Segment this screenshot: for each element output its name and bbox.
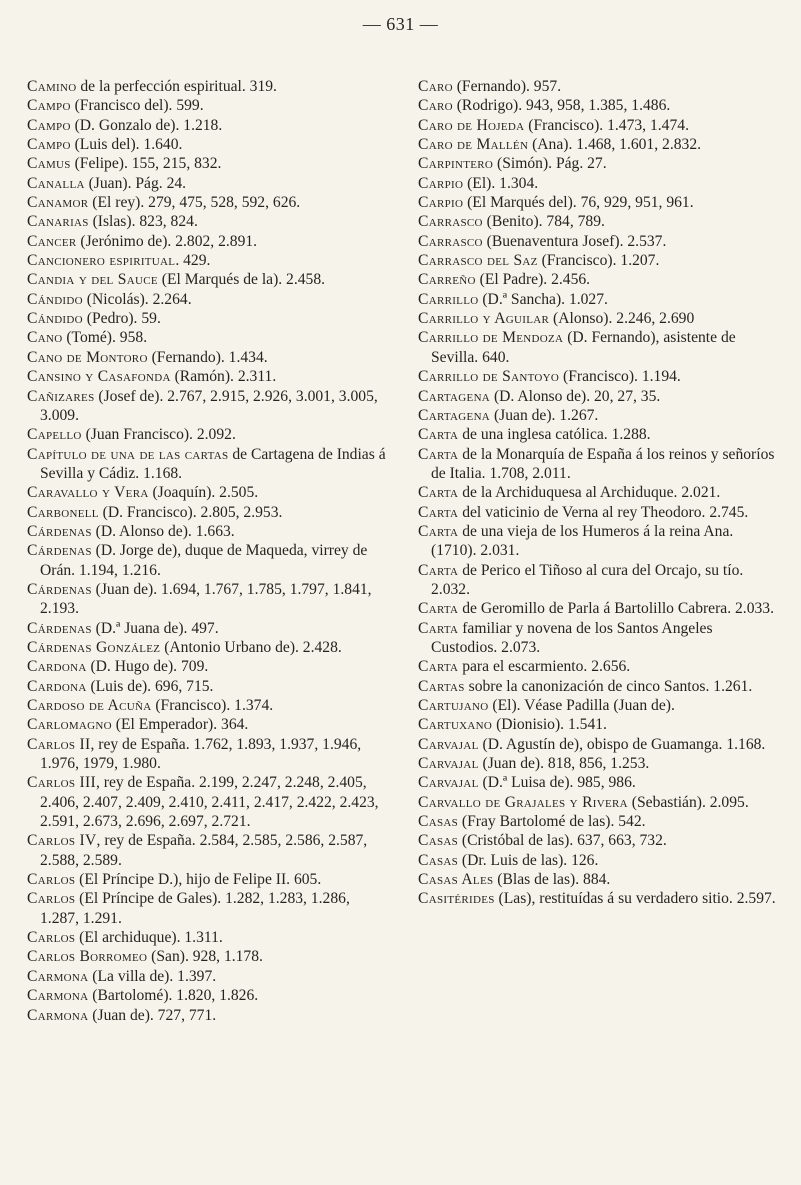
entry-heading: Carta <box>418 561 459 579</box>
entry-text: (Francisco). 1.374. <box>151 697 274 714</box>
index-entry <box>418 328 778 367</box>
entry-heading: Carbonell <box>27 503 99 521</box>
entry-text: (Tomé). 958. <box>62 329 148 347</box>
entry-heading: Carta <box>418 484 459 502</box>
entry-heading: Cárdenas <box>27 619 92 637</box>
index-entry <box>27 619 392 638</box>
entry-text: de Perico el Tiñoso al cura del Orcajo, su tío. 2.032. <box>431 561 744 598</box>
index-entry <box>418 831 778 850</box>
entry-heading: Carpio <box>418 174 464 192</box>
entry-text: (D. Jorge de), duque de Maqueda, virrey de Orán. 1.194, 1.216. <box>40 542 368 579</box>
index-entry <box>27 154 392 173</box>
entry-heading: Carlos <box>27 890 76 908</box>
entry-text: (El Padre). 2.456. <box>475 271 591 289</box>
index-entry <box>418 96 778 115</box>
entry-heading: Carrasco del Saz <box>418 252 538 270</box>
entry-heading: Cartuxano <box>418 716 493 734</box>
entry-heading: Cartagena <box>418 387 491 405</box>
entry-heading: Cansino y Casafonda <box>27 368 171 386</box>
entry-text: de la Monarquía de España á los reinos y señoríos de Italia. 1.708, 2.011. <box>431 445 775 482</box>
entry-text: (Luis de). 696, 715. <box>86 677 214 695</box>
index-entry <box>27 193 392 212</box>
index-entry <box>418 851 778 870</box>
entry-heading: Casitérides <box>418 890 495 908</box>
index-entry <box>418 696 778 715</box>
entry-text: (El). Véase Padilla (Juan de). <box>488 697 675 714</box>
index-entry <box>27 116 392 135</box>
entry-heading: Cárdenas González <box>27 638 161 656</box>
entry-heading: Carrasco <box>418 213 483 231</box>
entry-heading: Cárdenas <box>27 542 92 560</box>
index-entry <box>418 270 778 289</box>
index-entry <box>418 135 778 154</box>
index-entry <box>27 928 392 947</box>
index-entry <box>418 599 778 618</box>
index-entry <box>418 503 778 522</box>
entry-text: (D. Agustín de), obispo de Guamanga. 1.168. <box>478 735 766 753</box>
entry-heading: Canalla <box>27 174 85 192</box>
entry-heading: Caro <box>418 78 453 95</box>
index-entry <box>27 657 392 676</box>
index-entry <box>27 445 392 484</box>
entry-text: (Islas). 823, 824. <box>88 213 198 231</box>
entry-text: (El Marqués del). 76, 929, 951, 961. <box>463 194 694 212</box>
index-entry <box>27 328 392 347</box>
index-entry <box>27 270 392 289</box>
entry-text: (Juan de). 1.694, 1.767, 1.785, 1.797, 1.841, 2.193. <box>40 580 372 618</box>
index-entry <box>418 77 778 96</box>
entry-heading: Carta <box>418 503 459 521</box>
entry-text: . 429. <box>175 252 211 270</box>
entry-heading: Carlomagno <box>27 716 112 734</box>
index-entry <box>418 425 778 444</box>
entry-heading: Cárdenas <box>27 580 92 598</box>
index-entry <box>418 619 778 658</box>
entry-text: (El Marqués de la). 2.458. <box>157 271 326 289</box>
entry-heading: Canamor <box>27 194 89 212</box>
index-entry <box>418 715 778 734</box>
index-entry <box>418 116 778 135</box>
entry-text: (Simón). Pág. 27. <box>493 155 607 173</box>
entry-text: (El Príncipe de Gales). 1.282, 1.283, 1.286, 1.287, 1.291. <box>40 890 350 927</box>
entry-heading: Cartujano <box>418 697 489 714</box>
index-entry <box>27 77 392 96</box>
entry-heading: Carvajal <box>418 774 479 792</box>
entry-heading: Carvajal <box>418 755 479 773</box>
entry-text: (D. Fernando), asistente de Sevilla. 640. <box>431 329 736 366</box>
index-entry <box>27 986 392 1005</box>
entry-heading: Carlos <box>27 929 76 947</box>
entry-text: (D. Alonso de). 1.663. <box>91 522 235 540</box>
entry-text: (Juan Francisco). 2.092. <box>81 426 236 444</box>
entry-text: (Bartolomé). 1.820, 1.826. <box>88 987 259 1005</box>
entry-heading: Casas <box>418 832 459 850</box>
entry-heading: Carmona <box>27 1006 89 1024</box>
index-entry <box>27 967 392 986</box>
entry-heading: Campo <box>27 97 71 115</box>
entry-heading: Carlos IV <box>27 832 97 850</box>
index-entry <box>418 387 778 406</box>
index-entry <box>27 348 392 367</box>
entry-text: de una inglesa católica. 1.288. <box>458 426 651 444</box>
entry-text: (Antonio Urbano de). 2.428. <box>160 638 342 656</box>
index-entry <box>27 735 392 774</box>
entry-text: de Cartagena de Indias á Sevilla y Cádiz. 1.168. <box>40 445 386 482</box>
index-entry <box>418 251 778 270</box>
entry-text: (Juan de). 818, 856, 1.253. <box>478 755 650 773</box>
entry-heading: Carmona <box>27 967 89 985</box>
index-entry <box>418 232 778 251</box>
index-entry <box>418 657 778 676</box>
index-entry <box>27 367 392 386</box>
entry-text: (Josef de). 2.767, 2.915, 2.926, 3.001, 3.005, 3.009. <box>40 387 378 424</box>
index-entry <box>418 445 778 484</box>
index-entry <box>418 367 778 386</box>
entry-text: (Fernando). 1.434. <box>147 348 268 366</box>
entry-text: (Juan). Pág. 24. <box>84 174 187 192</box>
entry-heading: Carlos II <box>27 735 91 753</box>
index-entry <box>27 1006 392 1025</box>
entry-heading: Carta <box>418 619 459 637</box>
entry-heading: Cárdenas <box>27 522 92 540</box>
index-entry <box>27 290 392 309</box>
entry-heading: Carta <box>418 522 459 540</box>
entry-heading: Caro de Hojeda <box>418 116 525 134</box>
entry-text: (Cristóbal de las). 637, 663, 732. <box>458 832 667 850</box>
index-column-left <box>27 77 392 1025</box>
entry-text: (Ramón). 2.311. <box>170 368 277 386</box>
entry-text: de una vieja de los Humeros á la reina Ana. (1710). 2.031. <box>431 522 734 560</box>
entry-heading: Cartas <box>418 677 465 695</box>
entry-heading: Caravallo y Vera <box>27 484 149 502</box>
entry-heading: Caro de Mallén <box>418 136 529 154</box>
entry-text: (D.ª Luisa de). 985, 986. <box>478 774 636 792</box>
entry-text: , rey de España. 1.762, 1.893, 1.937, 1.946, 1.976, 1979, 1.980. <box>40 735 362 773</box>
index-entry <box>27 174 392 193</box>
entry-heading: Carvajal <box>418 735 479 753</box>
entry-heading: Camus <box>27 155 71 173</box>
entry-heading: Carrillo de Santoyo <box>418 368 560 386</box>
entry-heading: Camino <box>27 78 77 95</box>
entry-text: (Fray Bartolomé de las). 542. <box>458 813 646 831</box>
entry-text: (Dr. Luis de las). 126. <box>458 851 599 869</box>
index-entry <box>27 677 392 696</box>
entry-text: (Francisco). 1.473, 1.474. <box>524 116 689 134</box>
index-entry <box>27 483 392 502</box>
entry-heading: Campo <box>27 116 71 134</box>
entry-heading: Candia y del Sauce <box>27 271 158 289</box>
entry-heading: Carrillo y Aguilar <box>418 310 550 328</box>
entry-text: sobre la canonización de cinco Santos. 1.261. <box>464 677 753 695</box>
index-entry <box>418 754 778 773</box>
index-entry <box>27 212 392 231</box>
entry-heading: Carpio <box>418 194 464 212</box>
index-entry <box>27 232 392 251</box>
entry-heading: Capítulo de una de las cartas <box>27 445 229 463</box>
index-column-right <box>418 77 778 909</box>
entry-heading: Cándido <box>27 310 83 328</box>
entry-text: (El). 1.304. <box>463 174 539 192</box>
entry-heading: Carta <box>418 658 459 676</box>
index-entry <box>27 503 392 522</box>
entry-heading: Carlos III <box>27 774 96 792</box>
index-entry <box>27 889 392 928</box>
index-entry <box>418 889 778 908</box>
page-number: — 631 — <box>362 14 439 34</box>
entry-heading: Cardona <box>27 658 87 676</box>
entry-heading: Carreño <box>418 271 476 289</box>
index-entry <box>418 174 778 193</box>
entry-heading: Casas <box>418 851 459 869</box>
index-entry <box>418 870 778 889</box>
entry-heading: Cancionero espiritual <box>27 252 176 270</box>
entry-text: de la Archiduquesa al Archiduque. 2.021. <box>458 484 721 502</box>
entry-text: (Blas de las). 884. <box>493 871 611 889</box>
entry-text: (Pedro). 59. <box>82 310 161 328</box>
entry-heading: Cardoso de Acuña <box>27 697 152 714</box>
entry-text: (Francisco del). 599. <box>70 97 204 115</box>
entry-text: (Sebastián). 2.095. <box>627 793 749 811</box>
index-entry <box>418 154 778 173</box>
entry-text: (San). 928, 1.178. <box>147 948 263 966</box>
entry-heading: Carrasco <box>418 232 483 250</box>
entry-text: (El Príncipe D.), hijo de Felipe II. 605. <box>75 871 322 889</box>
entry-text: (El Emperador). 364. <box>111 716 249 734</box>
entry-heading: Cartagena <box>418 406 491 424</box>
entry-text: (D.ª Juana de). 497. <box>91 619 219 637</box>
entry-heading: Cano de Montoro <box>27 348 148 366</box>
entry-text: , rey de España. 2.584, 2.585, 2.586, 2.587, 2.588, 2.589. <box>40 832 368 869</box>
index-entry <box>27 580 392 619</box>
entry-heading: Casas Ales <box>418 871 494 889</box>
entry-text: (Buenaventura Josef). 2.537. <box>482 232 667 250</box>
entry-heading: Cañizares <box>27 387 95 405</box>
entry-heading: Carlos <box>27 871 76 889</box>
entry-heading: Capello <box>27 426 82 444</box>
entry-text: para el escarmiento. 2.656. <box>458 658 631 676</box>
entry-text: (D.ª Sancha). 1.027. <box>478 290 608 308</box>
entry-text: (Las), restituídas á su verdadero sitio. 2.597. <box>494 890 776 908</box>
entry-heading: Cano <box>27 329 63 347</box>
entry-text: (Luis del). 1.640. <box>70 136 183 154</box>
index-entry <box>27 387 392 426</box>
entry-text: (El archiduque). 1.311. <box>75 929 223 947</box>
index-entry <box>418 290 778 309</box>
entry-text: (Jerónimo de). 2.802, 2.891. <box>76 232 258 250</box>
index-entry <box>418 677 778 696</box>
entry-text: (D. Gonzalo de). 1.218. <box>70 116 223 134</box>
entry-heading: Carrillo de Mendoza <box>418 329 564 347</box>
index-entry <box>418 522 778 561</box>
index-entry <box>27 638 392 657</box>
entry-heading: Casas <box>418 813 459 831</box>
entry-heading: Cándido <box>27 290 83 308</box>
index-entry <box>418 773 778 792</box>
entry-text: (Juan de). 1.267. <box>490 406 599 424</box>
entry-heading: Carlos Borromeo <box>27 948 148 966</box>
index-entry <box>418 735 778 754</box>
index-entry <box>418 309 778 328</box>
entry-text: (Nicolás). 2.264. <box>82 290 192 308</box>
entry-text: (Francisco). 1.207. <box>537 252 660 270</box>
entry-heading: Cancer <box>27 232 77 250</box>
index-entry <box>418 561 778 600</box>
entry-text: del vaticinio de Verna al rey Theodoro. 2.745. <box>458 503 749 521</box>
entry-text: familiar y novena de los Santos Angeles Custodios. 2.073. <box>431 619 713 656</box>
entry-heading: Campo <box>27 136 71 154</box>
index-entry <box>27 309 392 328</box>
entry-text: de la perfección espiritual. 319. <box>76 78 277 95</box>
entry-heading: Carpintero <box>418 155 494 173</box>
entry-heading: Carta <box>418 600 459 618</box>
index-entry <box>27 251 392 270</box>
entry-heading: Canarias <box>27 213 89 231</box>
index-entry <box>27 425 392 444</box>
index-entry <box>27 773 392 831</box>
entry-heading: Carta <box>418 426 459 444</box>
entry-text: (Juan de). 727, 771. <box>88 1006 217 1024</box>
index-entry <box>27 522 392 541</box>
entry-heading: Carmona <box>27 987 89 1005</box>
entry-text: (El rey). 279, 475, 528, 592, 626. <box>88 194 301 212</box>
index-entry <box>418 212 778 231</box>
entry-heading: Carta <box>418 445 459 463</box>
entry-text: (D. Alonso de). 20, 27, 35. <box>490 387 661 405</box>
index-entry <box>418 193 778 212</box>
index-entry <box>418 483 778 502</box>
entry-text: (Joaquín). 2.505. <box>148 484 259 502</box>
index-entry <box>418 812 778 831</box>
entry-text: (Fernando). 957. <box>452 78 562 95</box>
entry-text: (Ana). 1.468, 1.601, 2.832. <box>528 136 702 154</box>
index-entry <box>27 947 392 966</box>
index-entry <box>27 135 392 154</box>
entry-text: (Rodrigo). 943, 958, 1.385, 1.486. <box>452 97 671 115</box>
entry-text: (Benito). 784, 789. <box>482 213 605 231</box>
entry-text: , rey de España. 2.199, 2.247, 2.248, 2.405, 2.406, 2.407, 2.409, 2.410, 2.411, 2.417, 2.422, 2.423, 2.591, 2.673, 2.696, 2.697, 2.721. <box>40 774 379 831</box>
index-entry <box>418 793 778 812</box>
index-entry <box>27 715 392 734</box>
entry-text: (D. Francisco). 2.805, 2.953. <box>98 503 283 521</box>
entry-heading: Carvallo de Grajales y Rivera <box>418 793 628 811</box>
entry-text: (Francisco). 1.194. <box>559 368 681 386</box>
entry-heading: Carrillo <box>418 290 479 308</box>
entry-text: (Dionisio). 1.541. <box>492 716 607 734</box>
entry-text: (Alonso). 2.246, 2.690 <box>549 310 695 328</box>
index-entry <box>27 541 392 580</box>
entry-heading: Caro <box>418 97 453 115</box>
entry-text: (D. Hugo de). 709. <box>86 658 209 676</box>
entry-text: (Felipe). 155, 215, 832. <box>70 155 222 173</box>
entry-heading: Cardona <box>27 677 87 695</box>
entry-text: de Geromillo de Parla á Bartolillo Cabrera. 2.033. <box>458 600 774 618</box>
index-entry <box>27 696 392 715</box>
index-entry <box>418 406 778 425</box>
index-entry <box>27 96 392 115</box>
index-entry <box>27 870 392 889</box>
index-entry <box>27 831 392 870</box>
entry-text: (La villa de). 1.397. <box>88 967 217 985</box>
